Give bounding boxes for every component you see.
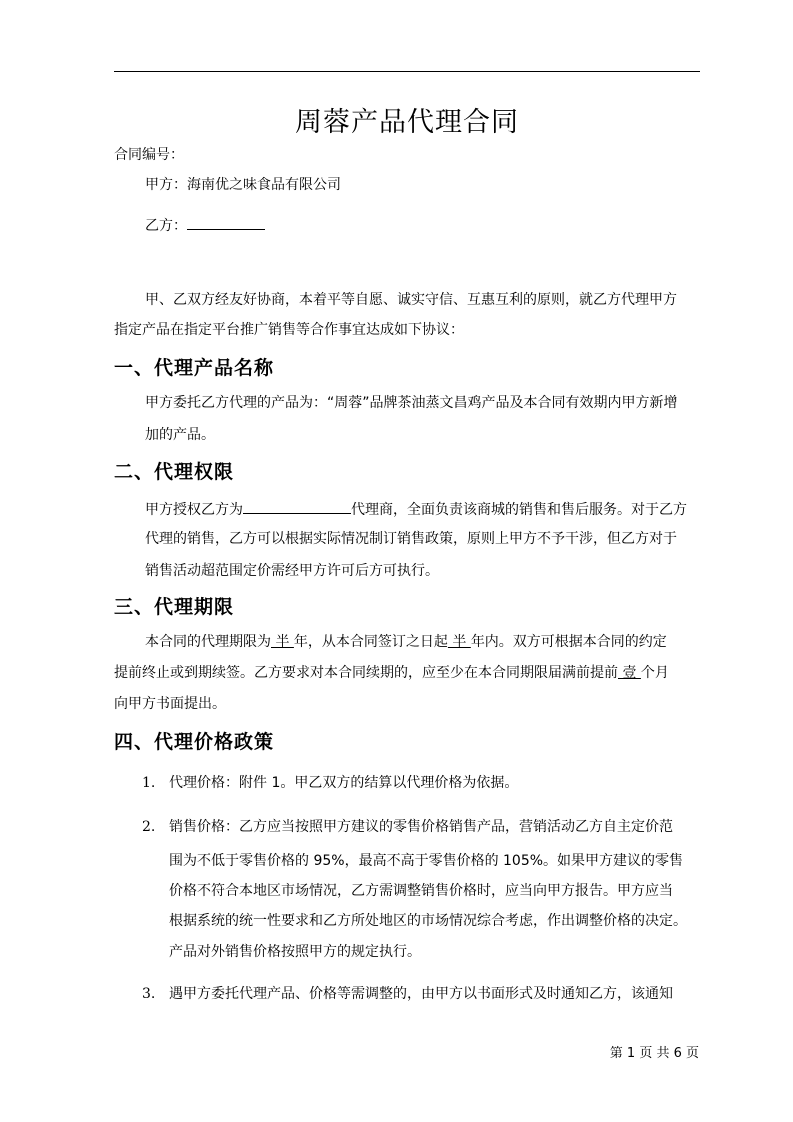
list-item-2-line: 根据系统的统一性要求和乙方所处地区的市场情况综合考虑，作出调整价格的决定。 [169, 913, 687, 929]
section-3-text: 提前终止或到期续签。乙方要求对本合同续期的，应至少在本合同期限届满前提前 [114, 665, 618, 681]
section-3-text: 年，从本合同签订之日起 [293, 634, 448, 650]
section-1-line: 加的产品。 [145, 427, 215, 443]
party-b-blank [187, 213, 265, 230]
list-item-text: 遇甲方委托代理产品、价格等需调整的，由甲方以书面形式及时通知乙方，该通知 [169, 986, 673, 1002]
list-item-2-line: 产品对外销售价格按照甲方的规定执行。 [169, 944, 421, 960]
intro-line-2: 指定产品在指定平台推广销售等合作事宜达成如下协议： [114, 322, 464, 338]
section-3-heading: 三、代理期限 [114, 596, 235, 618]
party-b-label: 乙方： [145, 218, 187, 234]
list-item-3 [142, 984, 673, 1004]
section-4-heading: 四、代理价格政策 [114, 731, 275, 753]
party-b [145, 213, 265, 236]
notice-months-value: 壹 [618, 665, 641, 681]
list-number: 3. [142, 986, 156, 1002]
section-2-text: 代理商，全面负责该商城的销售和售后服务。对于乙方 [351, 502, 687, 518]
term-period-value: 半 [447, 634, 471, 650]
section-2-line [145, 497, 687, 520]
section-1-line: 甲方委托乙方代理的产品为：“周蓉”品牌茶油蒸文昌鸡产品及本合同有效期内甲方新增 [145, 395, 678, 411]
section-3-text: 个月 [640, 665, 669, 681]
section-1-heading: 一、代理产品名称 [114, 357, 275, 379]
list-item-2 [142, 817, 673, 837]
intro-line-1: 甲、乙双方经友好协商，本着平等自愿、诚实守信、互惠互利的原则，就乙方代理甲方 [145, 292, 677, 308]
party-a: 甲方：海南优之味食品有限公司 [145, 177, 341, 193]
page-footer: 第 1 页 共 6 页 [609, 1046, 699, 1061]
list-item-2-line: 围为不低于零售价格的 95%，最高不高于零售价格的 105%。如果甲方建议的零售 [169, 853, 684, 869]
section-3-line [114, 663, 669, 683]
contract-number-label: 合同编号： [114, 147, 184, 163]
list-item-1 [142, 773, 518, 793]
header-rule [114, 71, 700, 72]
list-number: 2. [142, 819, 156, 835]
list-number: 1. [142, 775, 156, 791]
section-2-line: 代理的销售，乙方可以根据实际情况制订销售政策，原则上甲方不予干涉，但乙方对于 [145, 531, 677, 547]
list-item-text: 销售价格：乙方应当按照甲方建议的零售价格销售产品，营销活动乙方自主定价范 [169, 819, 673, 835]
section-2-line: 销售活动超范围定价需经甲方许可后方可执行。 [145, 563, 439, 579]
list-item-text: 代理价格：附件 1。甲乙双方的结算以代理价格为依据。 [169, 775, 519, 791]
section-2-text: 甲方授权乙方为 [145, 502, 243, 518]
section-3-text: 本合同的代理期限为 [145, 634, 271, 650]
document-title: 周蓉产品代理合同 [295, 107, 519, 138]
section-3-line: 向甲方书面提出。 [114, 696, 226, 712]
agent-type-blank [243, 497, 351, 514]
list-item-2-line: 价格不符合本地区市场情况，乙方需调整销售价格时，应当向甲方报告。甲方应当 [169, 883, 673, 899]
term-period-value: 半 [271, 634, 294, 650]
section-3-text: 年内。双方可根据本合同的约定 [470, 634, 667, 650]
section-2-heading: 二、代理权限 [114, 461, 235, 483]
section-3-line [145, 632, 667, 652]
